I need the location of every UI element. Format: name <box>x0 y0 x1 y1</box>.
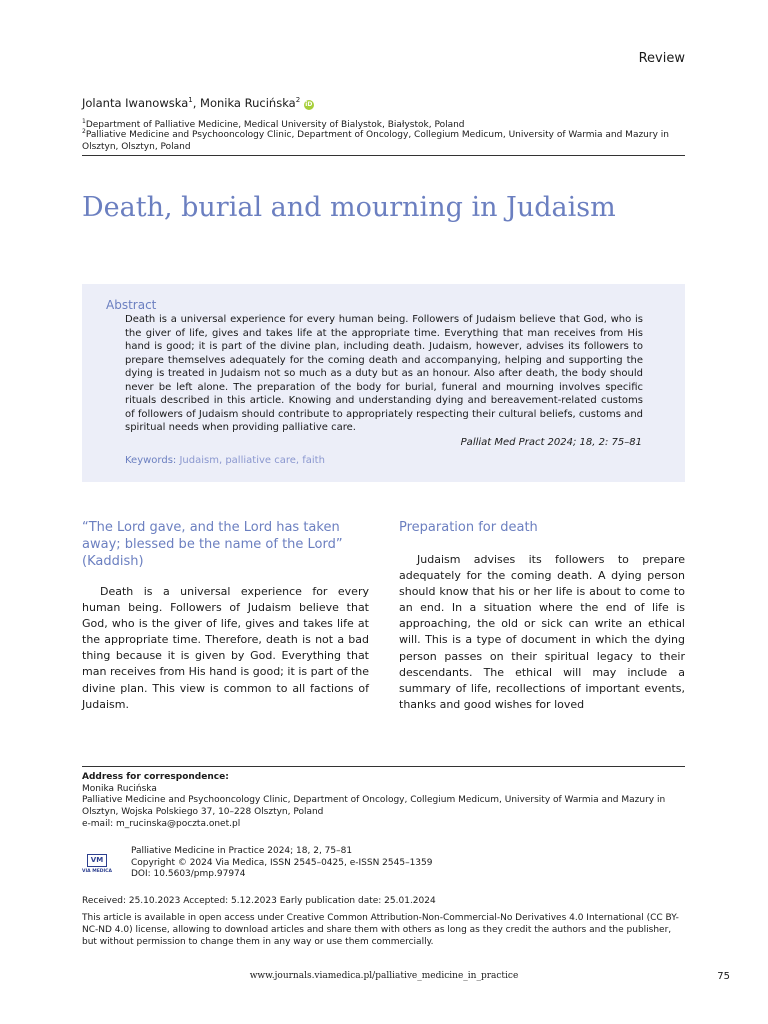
affiliation-number: 2 <box>82 128 86 135</box>
right-body-paragraph: Judaism advises its followers to prepare adequately for the coming death. A dying person should know that his or her life is about to come to an end. In a situation where the end of life is approaching, the old or sick can write an ethical will. This is a type of document in which the dying person passes on their spiritual legacy to their descendants. The ethical will may include a summary of life, recollections of important events, thanks and good wishes for loved <box>399 553 685 711</box>
footnote-divider <box>82 766 685 767</box>
publication-info <box>131 846 432 881</box>
left-section-heading: “The Lord gave, and the Lord has taken away; blessed be the name of the Lord” (Kaddish) <box>82 520 343 569</box>
keywords-list: Judaism, palliative care, faith <box>179 455 325 466</box>
keywords-label: Keywords: <box>125 455 177 466</box>
affiliation-text: Palliative Medicine and Psychooncology Clinic, Department of Oncology, Collegium Medicum, University of Warmia and Mazury in Olsztyn, Olsztyn, Poland <box>82 130 669 152</box>
author-separator: , <box>192 96 201 110</box>
correspondence-name: Monika Rucińska <box>82 783 157 794</box>
author-name[interactable]: Jolanta Iwanowska <box>82 96 189 110</box>
publisher-logo-mark: VM <box>87 854 107 867</box>
abstract-heading: Abstract <box>106 298 157 312</box>
doi-link[interactable]: DOI: 10.5603/pmp.97974 <box>131 869 246 879</box>
right-section-heading: Preparation for death <box>399 520 538 535</box>
correspondence-label: Address for correspondence: <box>82 772 229 782</box>
author-name[interactable]: Monika Rucińska <box>200 96 296 110</box>
affiliation-number: 1 <box>82 118 86 125</box>
correspondence-block <box>82 772 685 831</box>
publisher-logo <box>82 854 112 876</box>
page-number: 75 <box>717 971 730 982</box>
article-title: Death, burial and mourning in Judaism <box>82 192 616 223</box>
left-body-paragraph: Death is a universal experience for every human being. Followers of Judaism believe that God, who is the giver of life, gives and takes life at the appropriate time. Therefore, death is not a bad thing because it is given by God. Everything that man receives from His hand is good; it is part of the divine plan. This view is common to all factions of Judaism. <box>82 585 369 711</box>
publisher-logo-text: VIA MEDICA <box>82 869 112 874</box>
article-dates: Received: 25.10.2023 Accepted: 5.12.2023 Early publication date: 25.01.2024 <box>82 896 436 906</box>
affiliation-text: Department of Palliative Medicine, Medical University of Bialystok, Białystok, Poland <box>85 120 465 130</box>
affiliation-marker: 1 <box>188 96 193 105</box>
correspondence-address: Palliative Medicine and Psychooncology Clinic, Department of Oncology, Collegium Medicum, University of Warmia and Mazury in Olsztyn, Wojska Polskiego 37, 10–228 Olsztyn, Poland <box>82 795 666 818</box>
header-divider <box>82 155 685 156</box>
abstract-text: Death is a universal experience for every human being. Followers of Judaism believe that God, who is the giver of life, gives and takes life at the appropriate time. Everything that man receives from His hand is good; it is part of the divine plan, including death. Judaism, however, advises its followers to prepare themselves adequately for the coming death and accompanying, helping and supporting the dying is treated in Judaism not so much as a duty but as an honour. Also after death, the body should never be left alone. The preparation of the body for burial, funeral and mourning involves specific rituals described in this article. Knowing and understanding dying and bereavement-related customs of followers of Judaism should contribute to appropriately respecting their cultural beliefs, customs and spiritual needs when providing palliative care. <box>125 314 643 433</box>
section-label: Review <box>638 51 685 66</box>
license-notice: This article is available in open access under Creative Common Attribution-Non-Commercial-No Derivatives 4.0 International (CC BY-NC-ND 4.0) license, allowing to download articles and share them with others as long as they credit the authors and the publisher, but without permission to change them in any way or use them commercially. <box>82 913 679 947</box>
author-list <box>82 96 314 110</box>
correspondence-email[interactable]: e-mail: m_rucinska@poczta.onet.pl <box>82 818 241 829</box>
orcid-icon[interactable]: iD <box>305 101 313 108</box>
journal-reference: Palliative Medicine in Practice 2024; 18, 2, 75–81 <box>131 846 353 856</box>
journal-url[interactable]: www.journals.viamedica.pl/palliative_medicine_in_practice <box>249 971 519 981</box>
citation: Palliat Med Pract 2024; 18, 2: 75–81 <box>460 437 642 448</box>
copyright-notice: Copyright © 2024 Via Medica, ISSN 2545–0425, e-ISSN 2545–1359 <box>131 857 433 868</box>
affiliation-marker: 2 <box>295 96 301 105</box>
affiliation <box>82 126 682 153</box>
keywords <box>125 455 325 466</box>
